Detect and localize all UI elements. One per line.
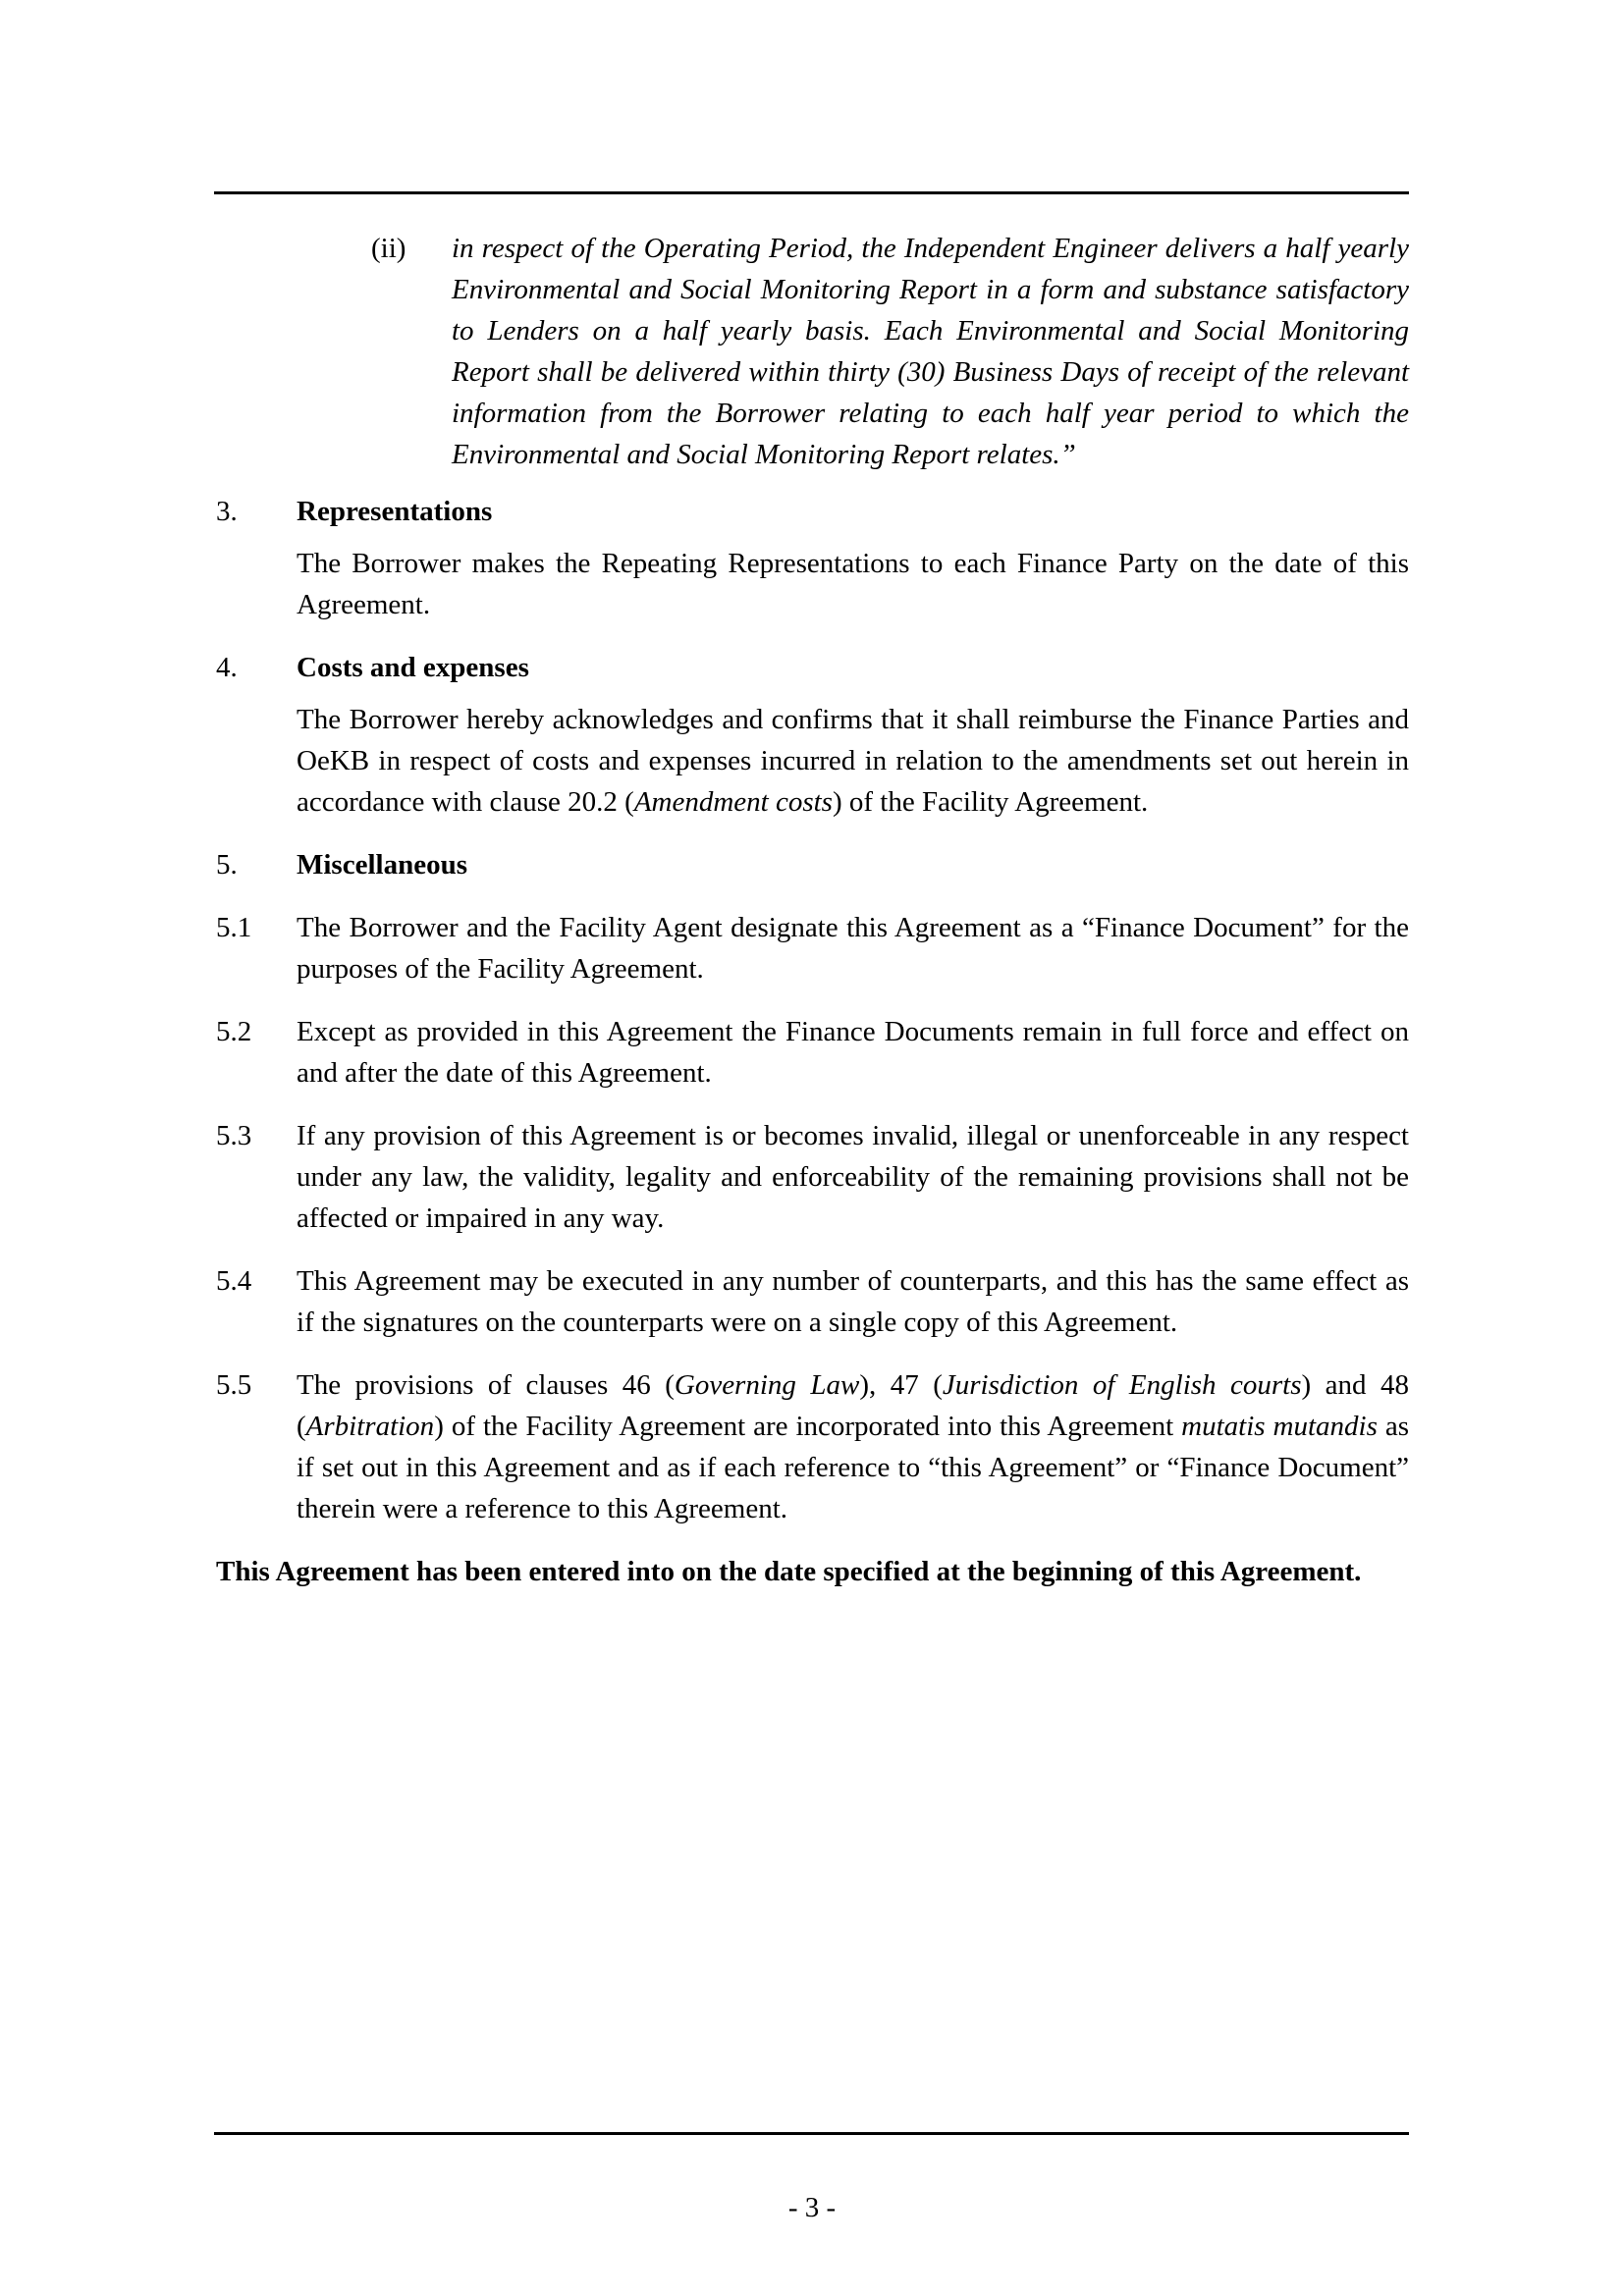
section-5: [216, 844, 1409, 907]
section-4-body: [297, 647, 1409, 844]
section-5-5-body: [297, 1364, 1409, 1551]
section-5-3-body: [297, 1115, 1409, 1260]
closing-statement: This Agreement has been entered into on the date specified at the beginning of this Agreement.: [216, 1556, 1362, 1587]
page-number: - 3 -: [787, 2192, 837, 2223]
document-content: [216, 228, 1409, 1592]
section-5-3: [216, 1115, 1409, 1260]
section-5-heading: Miscellaneous: [297, 849, 467, 881]
section-5-5-paragraph: The provisions of clauses 46 (Governing Law), 47 (Jurisdiction of English courts) and 48 (Arbitration) of the Facility Agreement are incorporated into this Agreement mutatis mutandis as if set out in this Agreement and as if each reference to “this Agreement” or “Finance Document” therein were a reference to this Agreement.: [297, 1369, 1409, 1524]
section-5-number: 5.: [216, 849, 238, 881]
section-5-4-number: 5.4: [216, 1265, 252, 1297]
section-4-paragraph: The Borrower hereby acknowledges and confirms that it shall reimburse the Finance Parties and OeKB in respect of costs and expenses incurred in relation to the amendments set out herein in accordance with clause 20.2 (Amendment costs) of the Facility Agreement.: [297, 704, 1409, 818]
section-5-1-paragraph: The Borrower and the Facility Agent designate this Agreement as a “Finance Document” for the purposes of the Facility Agreement.: [297, 912, 1409, 985]
section-3-number: 3.: [216, 496, 238, 527]
section-4: [216, 647, 1409, 844]
footer-rule: [214, 2132, 1409, 2135]
section-5-2-body: [297, 1011, 1409, 1115]
section-5-1: [216, 907, 1409, 1011]
section-5-4-paragraph: This Agreement may be executed in any number of counterparts, and this has the same effect as if the signatures on the counterparts were on a single copy of this Agreement.: [297, 1265, 1409, 1338]
section-5-5: [216, 1364, 1409, 1551]
section-5-2-paragraph: Except as provided in this Agreement the Finance Documents remain in full force and effect on and after the date of this Agreement.: [297, 1016, 1409, 1089]
section-4-heading: Costs and expenses: [297, 652, 529, 683]
section-3-heading: Representations: [297, 496, 493, 527]
clause-ii-label: (ii): [371, 233, 406, 264]
section-3-paragraph: The Borrower makes the Repeating Representations to each Finance Party on the date of this Agreement.: [297, 548, 1409, 620]
section-5-5-number: 5.5: [216, 1369, 252, 1401]
section-5-2-number: 5.2: [216, 1016, 252, 1047]
header-rule: [214, 191, 1409, 194]
section-3-body: [297, 491, 1409, 647]
section-3: [216, 491, 1409, 647]
quoted-clause-ii: [371, 228, 1409, 475]
section-5-2: [216, 1011, 1409, 1115]
section-4-number: 4.: [216, 652, 238, 683]
section-5-4: [216, 1260, 1409, 1364]
section-5-1-number: 5.1: [216, 912, 252, 943]
section-5-4-body: [297, 1260, 1409, 1364]
section-5-3-paragraph: If any provision of this Agreement is or becomes invalid, illegal or unenforceable in any respect under any law, the validity, legality and enforceability of the remaining provisions shall not be affected or impaired in any way.: [297, 1120, 1409, 1234]
section-5-3-number: 5.3: [216, 1120, 252, 1151]
section-5-body: [297, 844, 1409, 907]
section-5-1-body: [297, 907, 1409, 1011]
clause-ii-text: in respect of the Operating Period, the Independent Engineer delivers a half yearly Environmental and Social Monitoring Report in a form and substance satisfactory to Lenders on a half yearly basis. Each Environmental and Social Monitoring Report shall be delivered within thirty (30) Business Days of receipt of the relevant information from the Borrower relating to each half year period to which the Environmental and Social Monitoring Report relates.”: [452, 233, 1409, 470]
